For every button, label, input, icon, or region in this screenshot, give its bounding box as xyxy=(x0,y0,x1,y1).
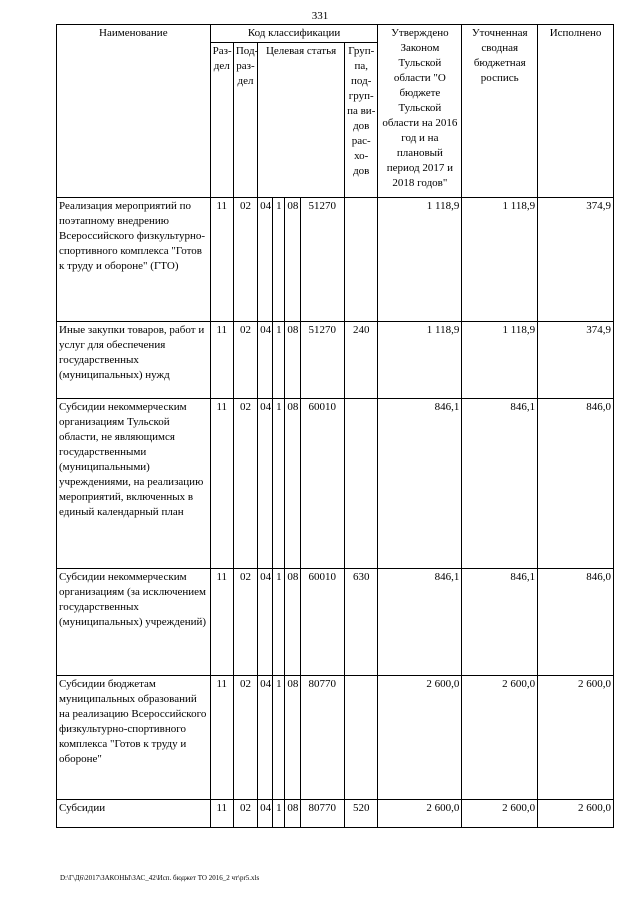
header-name: Наименование xyxy=(57,25,211,198)
table-row xyxy=(57,322,614,399)
row-group: 240 xyxy=(345,322,378,399)
row-code-1: 04 xyxy=(258,198,273,322)
budget-table xyxy=(56,24,614,828)
row-code-3: 08 xyxy=(285,322,300,399)
row-approved: 2 600,0 xyxy=(378,800,462,828)
header-code-group: Код классификации xyxy=(210,25,378,43)
row-group: 630 xyxy=(345,569,378,676)
row-refined: 846,1 xyxy=(462,569,538,676)
row-podrazdel: 02 xyxy=(233,800,257,828)
row-code-2: 1 xyxy=(273,569,285,676)
row-podrazdel: 02 xyxy=(233,399,257,569)
row-executed: 2 600,0 xyxy=(538,676,614,800)
row-executed: 374,9 xyxy=(538,198,614,322)
row-razdel: 11 xyxy=(210,800,233,828)
table-row xyxy=(57,399,614,569)
row-code-4: 80770 xyxy=(300,800,344,828)
file-path-footer: D:\Г\Д6\2017\ЗАКОНЫ\ЗАС_42\Исп. бюджет ТО 2016_2 чт\pr5.xls xyxy=(60,874,260,882)
row-podrazdel: 02 xyxy=(233,322,257,399)
header-refined: Уточненная сводная бюджетная роспись xyxy=(462,25,538,198)
row-code-4: 80770 xyxy=(300,676,344,800)
row-razdel: 11 xyxy=(210,399,233,569)
row-code-2: 1 xyxy=(273,676,285,800)
header-executed: Исполнено xyxy=(538,25,614,198)
header-podrazdel: Под-раз-дел xyxy=(233,43,257,198)
row-code-2: 1 xyxy=(273,322,285,399)
header-approved: Утверждено Законом Тульской области "О бюджете Тульской области на 2016 год и на плановый период 2017 и 2018 годов" xyxy=(378,25,462,198)
row-refined: 2 600,0 xyxy=(462,676,538,800)
row-code-3: 08 xyxy=(285,800,300,828)
row-code-3: 08 xyxy=(285,569,300,676)
row-refined: 846,1 xyxy=(462,399,538,569)
header-target-article: Целевая статья xyxy=(258,43,345,198)
row-code-1: 04 xyxy=(258,569,273,676)
row-name: Субсидии бюджетам муниципальных образований на реализацию Всероссийского физкультурно-спортивного комплекса "Готов к труду и обороне" xyxy=(57,676,211,800)
row-name: Субсидии некоммерческим организациям Тульской области, не являющимся государственными (муниципальными) учреждениями, на реализацию мероприятий, включенных в единый календарный план xyxy=(57,399,211,569)
row-podrazdel: 02 xyxy=(233,569,257,676)
header-razdel: Раз-дел xyxy=(210,43,233,198)
row-podrazdel: 02 xyxy=(233,198,257,322)
row-group xyxy=(345,676,378,800)
row-code-4: 51270 xyxy=(300,198,344,322)
row-code-2: 1 xyxy=(273,399,285,569)
row-code-4: 60010 xyxy=(300,569,344,676)
row-group xyxy=(345,399,378,569)
row-executed: 846,0 xyxy=(538,569,614,676)
row-razdel: 11 xyxy=(210,198,233,322)
row-group xyxy=(345,198,378,322)
row-executed: 374,9 xyxy=(538,322,614,399)
row-approved: 846,1 xyxy=(378,569,462,676)
row-razdel: 11 xyxy=(210,322,233,399)
row-name: Субсидии xyxy=(57,800,211,828)
row-razdel: 11 xyxy=(210,676,233,800)
row-code-2: 1 xyxy=(273,198,285,322)
row-approved: 2 600,0 xyxy=(378,676,462,800)
table-row xyxy=(57,569,614,676)
row-code-2: 1 xyxy=(273,800,285,828)
row-code-3: 08 xyxy=(285,676,300,800)
header-group: Груп-па, под-груп-па ви-дов рас-хо-дов xyxy=(345,43,378,198)
row-name: Реализация мероприятий по поэтапному внедрению Всероссийского физкультурно-спортивного комплекса "Готов к труду и обороне" (ГТО) xyxy=(57,198,211,322)
row-group: 520 xyxy=(345,800,378,828)
row-code-3: 08 xyxy=(285,198,300,322)
row-code-1: 04 xyxy=(258,322,273,399)
row-refined: 2 600,0 xyxy=(462,800,538,828)
row-approved: 1 118,9 xyxy=(378,198,462,322)
row-name: Субсидии некоммерческим организациям (за исключением государственных (муниципальных) учреждений) xyxy=(57,569,211,676)
row-refined: 1 118,9 xyxy=(462,322,538,399)
page-number: 331 xyxy=(311,10,329,22)
row-code-1: 04 xyxy=(258,800,273,828)
table-row xyxy=(57,198,614,322)
row-approved: 1 118,9 xyxy=(378,322,462,399)
row-code-1: 04 xyxy=(258,399,273,569)
row-code-3: 08 xyxy=(285,399,300,569)
row-refined: 1 118,9 xyxy=(462,198,538,322)
row-code-1: 04 xyxy=(258,676,273,800)
row-code-4: 60010 xyxy=(300,399,344,569)
table-row xyxy=(57,800,614,828)
row-podrazdel: 02 xyxy=(233,676,257,800)
row-code-4: 51270 xyxy=(300,322,344,399)
row-approved: 846,1 xyxy=(378,399,462,569)
row-executed: 2 600,0 xyxy=(538,800,614,828)
row-executed: 846,0 xyxy=(538,399,614,569)
row-razdel: 11 xyxy=(210,569,233,676)
row-name: Иные закупки товаров, работ и услуг для обеспечения государственных (муниципальных) нужд xyxy=(57,322,211,399)
table-row xyxy=(57,676,614,800)
